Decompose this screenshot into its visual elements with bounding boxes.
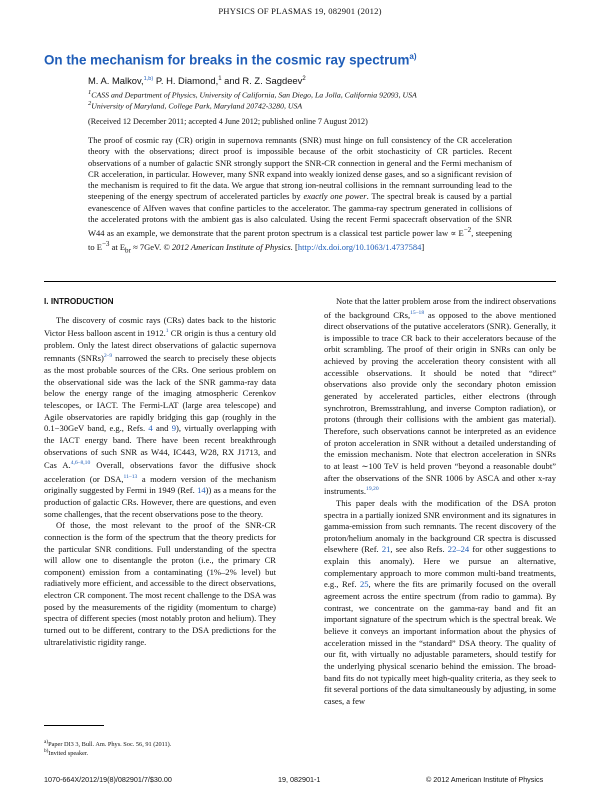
citation-link[interactable]: 21 — [381, 544, 391, 555]
citation-link[interactable]: 2–9 — [103, 353, 113, 360]
citation-link[interactable]: 25 — [359, 579, 369, 590]
citation-link[interactable]: 1 — [165, 328, 169, 335]
authors — [88, 75, 306, 86]
citation-link[interactable]: 4 — [148, 423, 153, 434]
title-footnote-mark: a) — [409, 52, 417, 61]
received-dates: (Received 12 December 2011; accepted 4 June 2012; published online 7 August 2012) — [88, 117, 368, 126]
footnote-mark: b) — [44, 748, 49, 754]
abstract-subscript: br — [125, 246, 131, 255]
footnote-divider — [44, 725, 104, 726]
footnote-a — [44, 739, 171, 748]
text-run: narrowed the search to precisely these objects as the most probable sources of the CRs. One serious problem on the observational side was the lack of the SNR gamma-ray data below the energy range of the imaging atmospheric Cerenkov telescopes, or IACT. The Fermi-LAT (large area telescope) and Agile observatories are rapidly bridging this gap (roughly in the 0.1−30GeV band, e.g., Refs. — [44, 353, 276, 434]
abstract-text-5: ≈ 7GeV. — [130, 241, 164, 252]
footnote-b — [44, 748, 88, 757]
citation-link[interactable]: 15–18 — [410, 309, 425, 316]
abstract-copyright: © 2012 American Institute of Physics. — [163, 241, 293, 252]
doi-bracket-close: ] — [421, 241, 425, 252]
author-2-affil: 1 — [218, 75, 222, 82]
footer-page: 19, 082901-1 — [278, 775, 321, 784]
text-run: and — [152, 423, 172, 434]
abstract-exponent-2: −3 — [101, 240, 110, 249]
footnote-text: Invited speaker. — [48, 750, 89, 758]
citation-link[interactable]: 9 — [171, 423, 177, 434]
running-head: PHYSICS OF PLASMAS 19, 082901 (2012) — [218, 6, 382, 16]
intro-paragraph-3 — [324, 296, 556, 498]
text-run: for other suggestions to explain this anomaly). Here we pursue an alternative, complementary approach to more common multi-band treatments, e.g., Ref. — [324, 544, 556, 590]
doi-bracket-open: [ — [292, 241, 298, 252]
affiliation-1-num: 1 — [88, 89, 92, 96]
affiliation-2-text: University of Maryland, College Park, Maryland 20742-3280, USA — [91, 101, 303, 111]
text-run: Note that the latter problem arose from the indirect observations of the background CRs, — [324, 296, 556, 320]
text-run: )) as a means for the production of galactic CRs. However, there are questions, and even some challenges, that the recent observations pose to the theory. — [44, 485, 276, 519]
affiliation-1-text: CASS and Department of Physics, University of California, San Diego, La Jolla, California 92093, USA — [91, 90, 417, 100]
author-3: and R. Z. Sagdeev — [221, 75, 303, 86]
author-2: P. H. Diamond, — [153, 75, 219, 86]
footnote-mark: a) — [44, 739, 49, 745]
text-run: The discovery of cosmic rays (CRs) dates back to the historic Victor Hess balloon ascent in 1912. — [44, 314, 276, 339]
abstract-text-1: The proof of cosmic ray (CR) origin in supernova remnants (SNR) must hinge on full consistency of the CR acceleration theory with the observations; direct proof is impossible because of the orbit stochasticity of CR particles. Recent observations of a number of galactic SNR strongly support the SNR-CR connection in general and the Fermi mechanism of CR acceleration, in particular. However, many SNR expand into weakly ionized dense gases, and so a significant revision of the mechanism is required to fit the data. We argue that strong ion-neutral collisions in the remnant surrounding lead to the steepening of the energy spectrum of accelerated particles by — [88, 135, 512, 202]
citation-link[interactable]: 4,6–8,10 — [70, 460, 91, 467]
section-divider — [44, 281, 556, 282]
footer-left: 1070-664X/2012/19(8)/082901/7/$30.00 — [44, 775, 172, 784]
text-run: This paper deals with the modification of the DSA proton spectra in a partially ionized SNR environment and its signatures in gamma-emission from such remnants. The recent discovery of the proton/helium anomaly in the background CR spectra is discussed elsewhere (Ref. — [324, 497, 556, 555]
abstract-text-2: . The spectral break is caused by a partial evanescence of Alfven waves that confine particles to the accelerator. The gamma-ray spectrum generated in collisions of the accelerated protons with the ambient gas is also calculated. Using the recent Fermi spacecraft observation of the SNR W44 as an example, we demonstrate that the parent proton spectrum is a classical test particle power law ∝ E — [88, 191, 512, 238]
section-heading-introduction: I. INTRODUCTION — [44, 297, 114, 306]
abstract-text-4: at E — [109, 241, 126, 252]
abstract-text-3: , steepening to E — [88, 227, 512, 252]
text-run: a modern version of the mechanism originally suggested by Fermi in 1949 (Ref. — [44, 473, 276, 496]
text-run: as opposed to the above mentioned direct observations of the putative accelerators (SNR). Generally, it is impossible to trace CR back to their accelerators because of the orbit scrambling. The proof of their origin in SNRs can only be achieved by proving the acceleration theory consistent with all accessible observations. It should be noted that “direct” observations also provide only the secondary photon emission generated by accelerated particles, either electrons (through synchrotron, Bremsstrahlung, and inverse Compton radiation), or protons (through their collisions with the ambient gas material). Therefore, such observations cannot be interpreted as an evidence of proton acceleration in SNR without a detailed understanding of the emission mechanism. Note that electron acceleration in SNRs to at least ∼100 TeV is held proven “beyond a reasonable doubt” after the observations of the SNR 1006 by ASCA and other x-ray instruments. — [324, 309, 556, 497]
doi-link[interactable]: http://dx.doi.org/10.1063/1.4737584 — [297, 241, 422, 252]
intro-paragraph-1 — [44, 315, 276, 521]
affiliation-2 — [88, 100, 302, 111]
text-run: ), virtually overlapping with the IACT energy band. There have been recent breakthrough observations of such SNR as W44, IC443, W28, RX J1713, and Cas A. — [44, 423, 276, 471]
text-run: , see also Refs. — [390, 544, 448, 555]
intro-paragraph-2: Of those, the most relevant to the proof of the SNR-CR connection is the form of the spectrum that the theory predicts for the particular SNR conditions. Full understanding of the spectra will allow one to disentangle the proton (i.e., the primary CR component) emission from a contaminating (1%–2% level) but radiatively more efficient, and accessible to the direct observations, electron CR component. The most recent challenge to the DSA was posed by the measurements of the rigidity (momentum to charge) spectra of different species (most notably proton and helium). They turned out to be different, contrary to the DSA predictions for the ultrarelativistic rigidity range. — [44, 520, 276, 647]
left-column — [44, 296, 276, 648]
citation-link[interactable]: 19,20 — [366, 486, 379, 493]
citation-link[interactable]: 11–13 — [123, 473, 138, 480]
abstract-emphasis: exactly one power — [303, 191, 367, 202]
text-run: Overall, observations favor the diffusive shock acceleration (or DSA, — [44, 460, 276, 484]
footnote-text: Paper DI3 3, Bull. Am. Phys. Soc. 56, 91 (2011). — [48, 741, 172, 749]
citation-link[interactable]: 22–24 — [447, 544, 470, 555]
text-run: CR origin is thus a century old problem. Only the latest direct observations of galactic supernova remnants (SNRs) — [44, 328, 276, 364]
paper-title — [44, 52, 564, 67]
affiliation-1 — [88, 89, 417, 100]
author-1: M. A. Malkov, — [88, 75, 144, 86]
affiliation-2-num: 2 — [88, 100, 92, 107]
text-run: , where the fits are primarily focused on the overall agreement across the entire spectrum (from radio to gamma). By contrast, we concentrate on the gamma-ray band and fit an important signature of the spectrum which is the spectral break. We believe it conveys an important information about the physics of acceleration missed in the “standard” DSA theory. The quality of our fit, with virtually no adjustable parameters, should testify for the underlying physical scenario behind the emission. The broad-band fits do not typically meet high-quality criteria, as they seek to fit several portions of the data simultaneously by adjusting, in some cases, a few — [324, 579, 556, 706]
abstract — [88, 135, 512, 257]
citation-link[interactable]: 14 — [197, 485, 206, 496]
right-column — [324, 296, 556, 708]
author-1-affil[interactable]: 1,b) — [143, 75, 154, 82]
title-text: On the mechanism for breaks in the cosmic ray spectrum — [44, 52, 410, 68]
author-3-affil: 2 — [302, 75, 306, 82]
footer-right: © 2012 American Institute of Physics — [426, 775, 544, 784]
intro-paragraph-4 — [324, 498, 556, 708]
abstract-exponent-1: −2 — [463, 226, 472, 234]
